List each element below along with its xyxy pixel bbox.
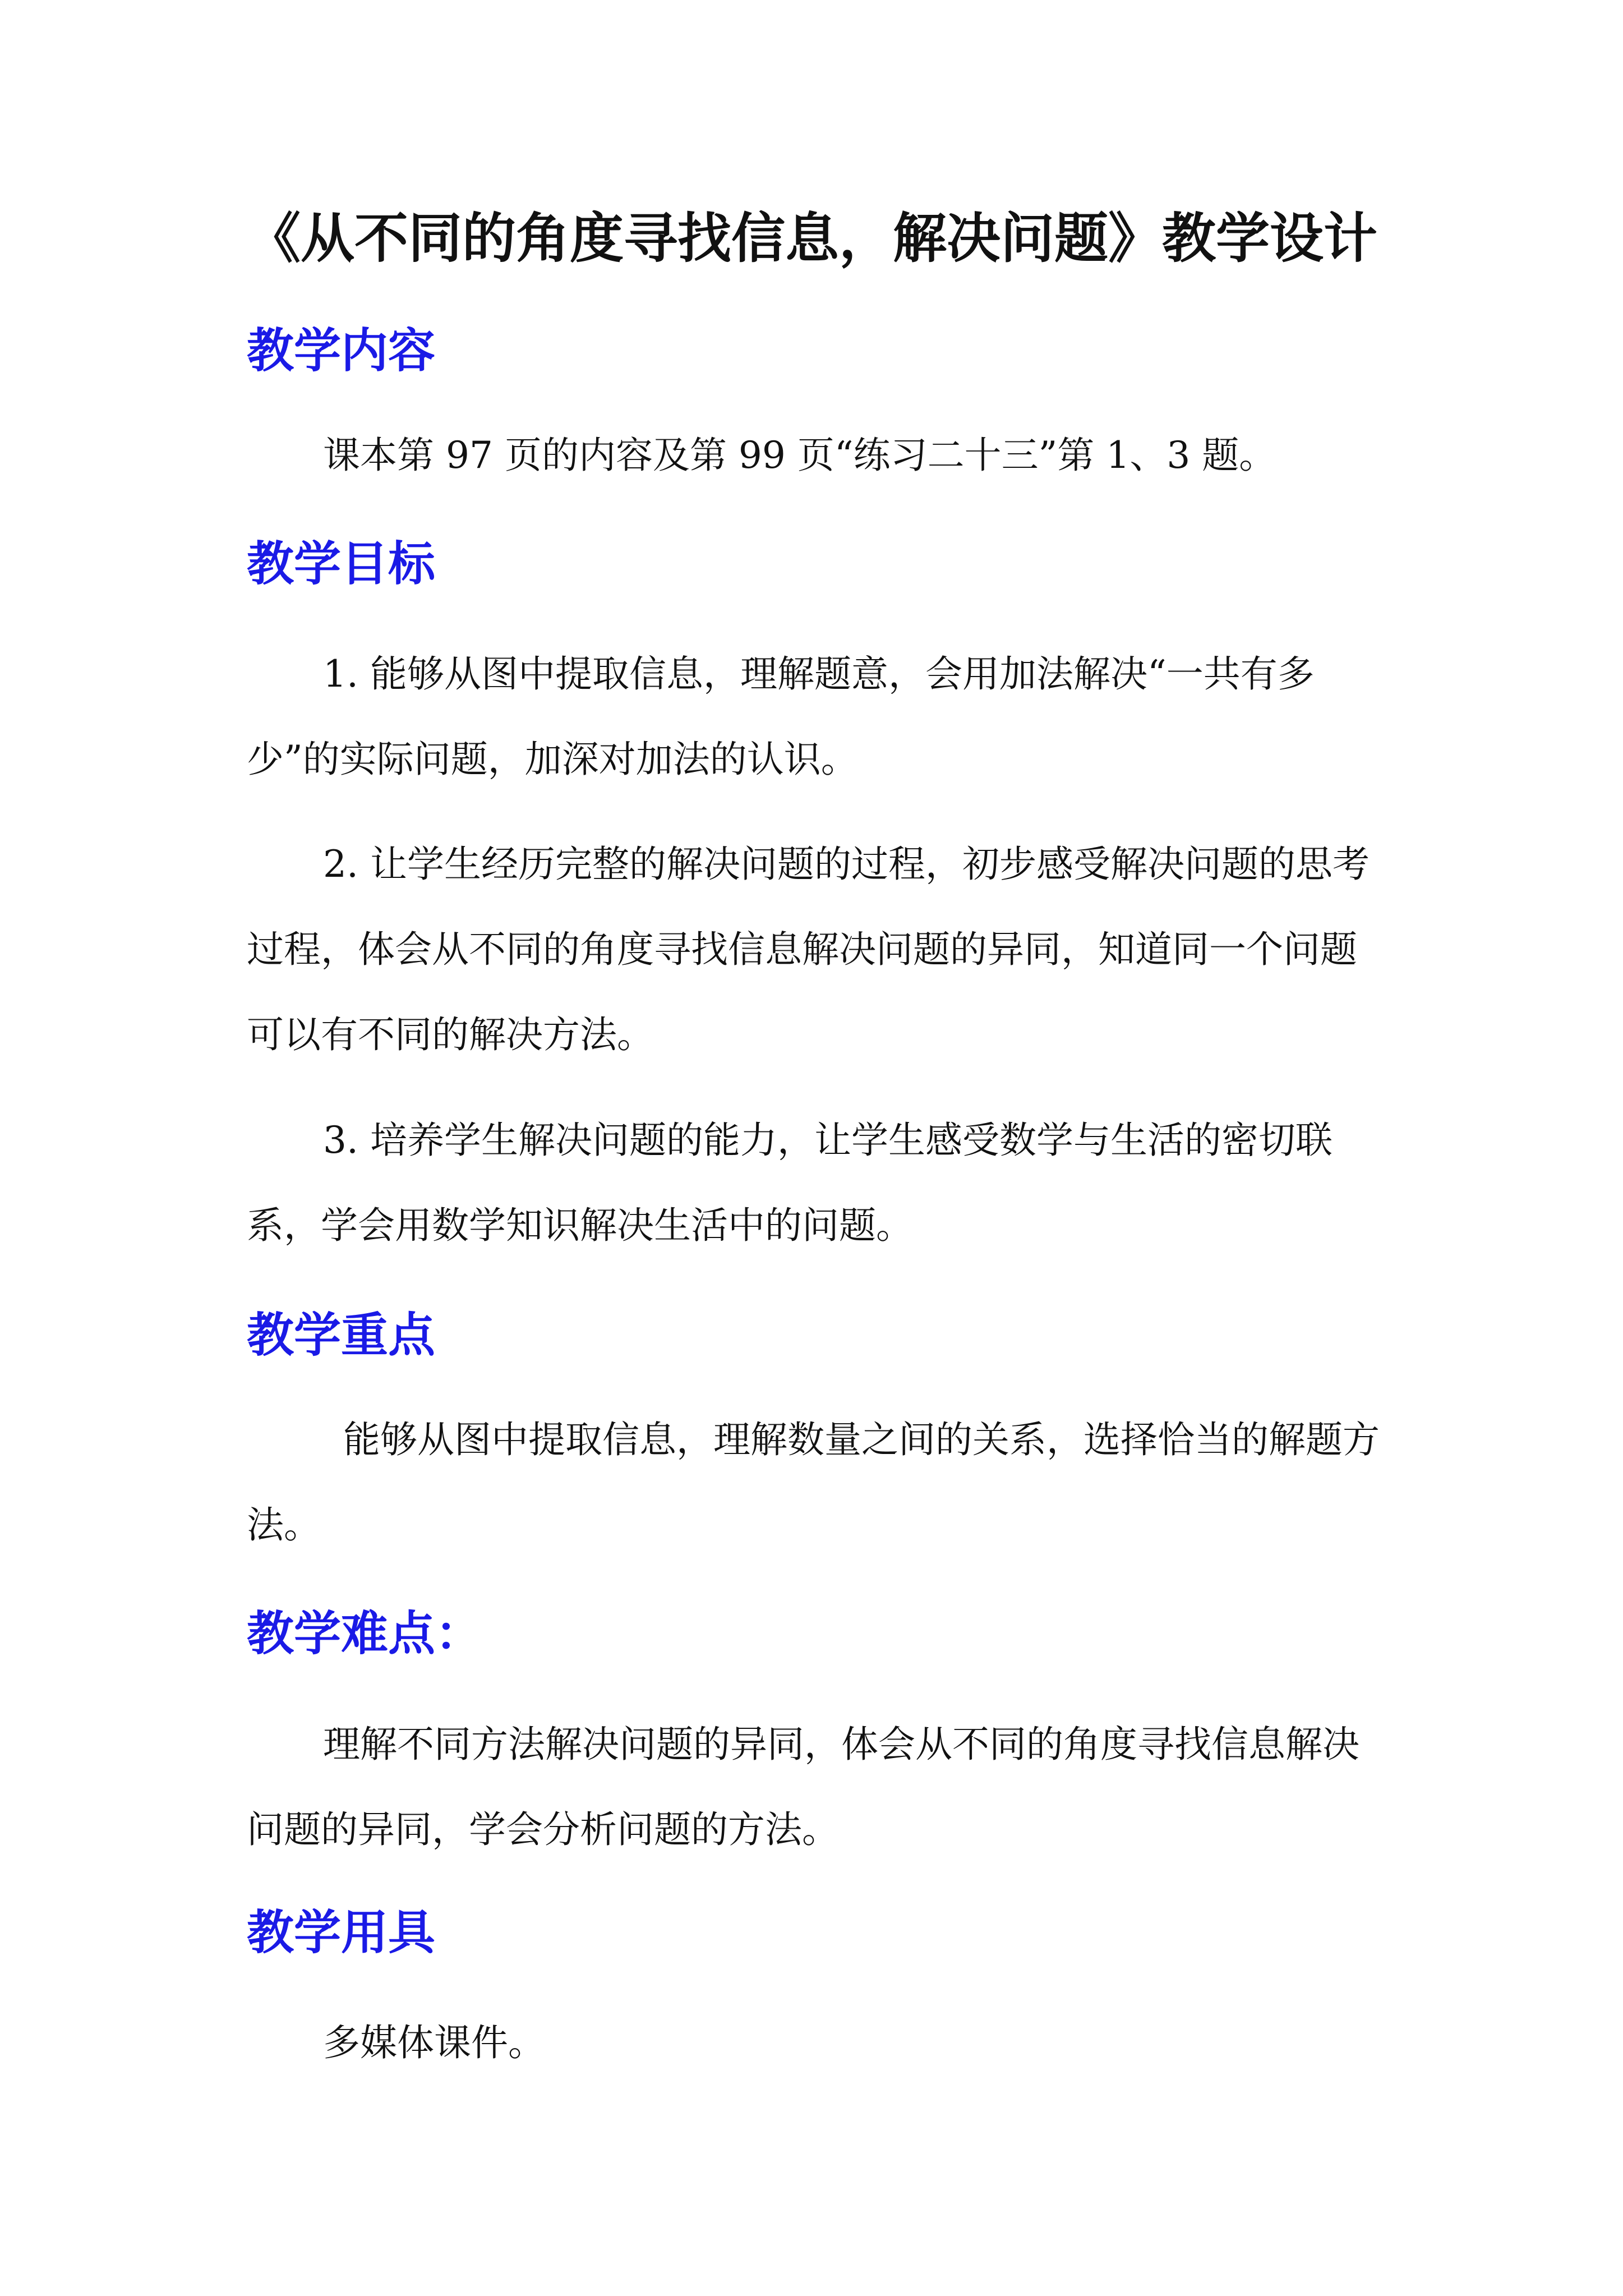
section-heading-key-points: 教学重点 [247,1308,436,1363]
paragraph-key-points: 能够从图中提取信息，理解数量之间的关系，选择恰当的解题方法。 [247,1418,1380,1547]
paragraph-objective-3: 3. 培养学生解决问题的能力，让学生感受数学与生活的密切联系，学会用数学知识解决生活中的问题。 [247,1119,1332,1247]
paragraph-tools: 多媒体课件。 [323,2021,545,2064]
paragraph-objective-2: 2. 让学生经历完整的解决问题的过程，初步感受解决问题的思考过程，体会从不同的角度寻找信息解决问题的异同，知道同一个问题可以有不同的解决方法。 [247,843,1370,1056]
paragraph-difficulties: 理解不同方法解决问题的异同，体会从不同的角度寻找信息解决问题的异同，学会分析问题的方法。 [247,1723,1359,1851]
section-heading-objectives: 教学目标 [247,536,436,591]
paragraph-content: 课本第 97 页的内容及第 99 页“练习二十三”第 1、3 题。 [323,434,1276,477]
paragraph-objective-1: 1. 能够从图中提取信息，理解题意，会用加法解决“一共有多少”的实际问题，加深对加法的认识。 [247,652,1315,781]
section-heading-difficulties: 教学难点： [247,1606,483,1661]
section-heading-content: 教学内容 [247,323,436,378]
document-title: 《从不同的角度寻找信息，解决问题》教学设计 [247,207,1377,270]
section-heading-tools: 教学用具 [247,1905,436,1960]
